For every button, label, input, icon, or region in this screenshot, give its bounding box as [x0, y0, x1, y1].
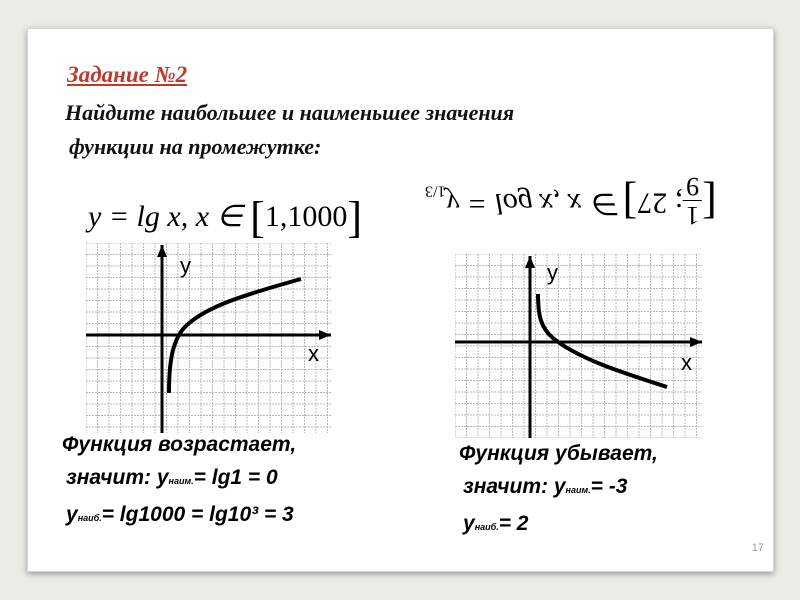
conclusion-left-line-2-prefix: значит: y: [66, 466, 169, 489]
conclusion-left-line-3-value: = lg1000 = lg10³ = 3: [101, 503, 294, 526]
conclusion-right-line-2-sub: наим.: [565, 485, 591, 495]
formula-2-bracket-open: [: [702, 177, 717, 227]
page-number: 17: [751, 542, 764, 554]
conclusion-right-line-1: Функция убывает,: [459, 442, 658, 465]
formula-1-interval: 1,1000: [264, 200, 348, 233]
formula-1-bracket-open: [: [250, 193, 265, 242]
conclusion-left-line-1: Функция возрастает,: [62, 433, 297, 456]
conclusion-right-line-3-sub: наиб.: [474, 522, 499, 532]
formula-2-var: x, x ∈: [539, 186, 616, 220]
task-text-line-1: Найдите наибольшее и наименьшее значения: [65, 100, 515, 125]
graph-lg-increasing: [86, 243, 331, 433]
formula-2: [425, 172, 717, 229]
y-label-left: y: [180, 253, 191, 278]
y-label-right: y: [547, 260, 558, 285]
conclusion-right-line-3-prefix: y: [463, 512, 475, 535]
task-text-line-2: функции на промежутке:: [69, 134, 322, 159]
x-axis-arrow-left: [319, 330, 331, 340]
formula-2-denominator: 9: [686, 172, 700, 201]
conclusion-left-line-2-sub: наим.: [168, 476, 194, 486]
conclusion-right-line-3-value: = 2: [498, 512, 529, 535]
conclusion-left-line-3-prefix: y: [66, 503, 78, 526]
x-label-right: x: [681, 350, 692, 375]
grid-left: [86, 243, 331, 433]
y-axis-arrow-right: [525, 256, 535, 268]
formula-2-base: 1/3: [425, 182, 446, 200]
conclusion-right-line-2-prefix: значит: y: [463, 475, 566, 498]
x-label-left: x: [308, 341, 319, 366]
conclusion-left: [62, 428, 296, 535]
conclusion-right: [459, 437, 658, 544]
formula-2-lhs: y = log: [445, 186, 533, 220]
formula-2-numerator: 1: [683, 200, 702, 229]
formula-2-fraction: [683, 172, 702, 229]
conclusion-right-line-2: [459, 470, 658, 507]
conclusion-left-line-2: [62, 461, 296, 498]
graph-log-decreasing: [455, 254, 702, 438]
formula-1: [88, 192, 362, 243]
grid-right: [455, 254, 702, 438]
task-title: Задание №2: [67, 62, 188, 87]
formula-2-bracket-close: ]: [622, 177, 638, 227]
conclusion-left-line-3: [62, 498, 296, 535]
conclusion-left-line-3-sub: наиб.: [77, 513, 102, 523]
conclusion-right-line-2-value: = -3: [590, 475, 628, 498]
y-axis-arrow-left: [157, 245, 167, 257]
conclusion-left-line-2-value: = lg1 = 0: [193, 466, 278, 489]
formula-2-right: ; 27: [637, 186, 684, 220]
formula-1-bracket-close: ]: [347, 193, 362, 242]
conclusion-right-line-3: [459, 507, 658, 544]
formula-1-lhs: y = lg x, x ∈: [88, 200, 251, 233]
